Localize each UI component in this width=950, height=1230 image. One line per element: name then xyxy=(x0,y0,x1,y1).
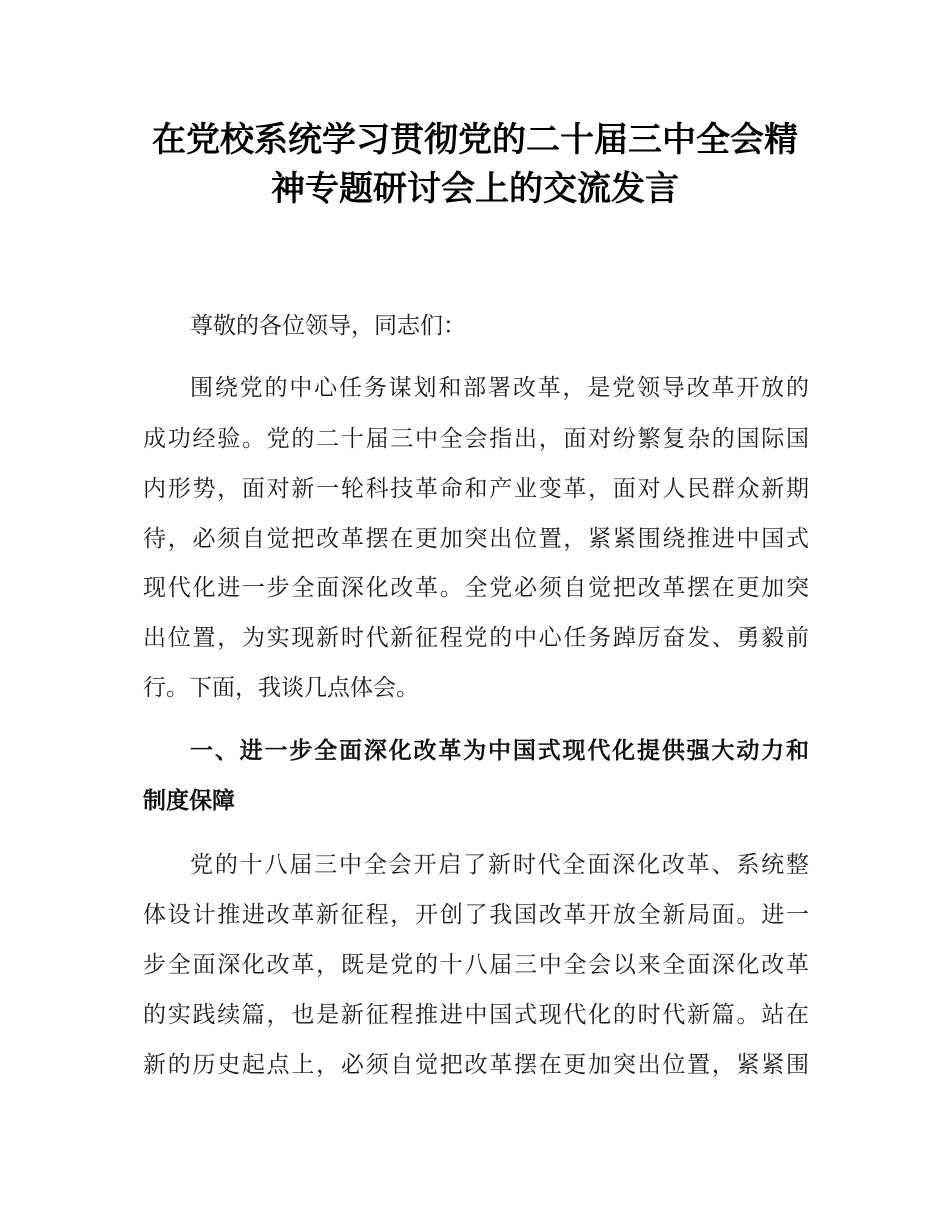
section-1-heading-line-2: 制度保障 xyxy=(143,788,235,814)
intro-line-1: 围绕党的中心任务谋划和部署改革，是党领导改革开放的 xyxy=(190,375,809,401)
section-1-heading-line-1: 一、进一步全面深化改革为中国式现代化提供强大动力和 xyxy=(190,738,809,764)
salutation: 尊敬的各位领导，同志们： xyxy=(190,313,466,339)
intro-line-7: 行。下面，我谈几点体会。 xyxy=(143,675,419,701)
intro-line-3: 内形势，面对新一轮科技革命和产业变革，面对人民群众新期 xyxy=(143,476,809,502)
document-title-line-2: 神专题研讨会上的交流发言 xyxy=(271,169,679,209)
section-1-line-4: 的实践续篇，也是新征程推进中国式现代化的时代新篇。站在 xyxy=(143,1002,809,1028)
section-1-line-5: 新的历史起点上，必须自觉把改革摆在更加突出位置，紧紧围 xyxy=(143,1052,809,1078)
document-title-line-1: 在党校系统学习贯彻党的二十届三中全会精 xyxy=(152,120,798,160)
section-1-line-3: 步全面深化改革，既是党的十八届三中全会以来全面深化改革 xyxy=(143,952,809,978)
intro-line-6: 出位置，为实现新时代新征程党的中心任务踔厉奋发、勇毅前 xyxy=(143,625,809,651)
intro-line-2: 成功经验。党的二十届三中全会指出，面对纷繁复杂的国际国 xyxy=(143,426,809,452)
intro-line-4: 待，必须自觉把改革摆在更加突出位置，紧紧围绕推进中国式 xyxy=(143,526,809,552)
intro-line-5: 现代化进一步全面深化改革。全党必须自觉把改革摆在更加突 xyxy=(143,575,809,601)
section-1-line-2: 体设计推进改革新征程，开创了我国改革开放全新局面。进一 xyxy=(143,902,809,928)
section-1-line-1: 党的十八届三中全会开启了新时代全面深化改革、系统整 xyxy=(190,852,809,878)
